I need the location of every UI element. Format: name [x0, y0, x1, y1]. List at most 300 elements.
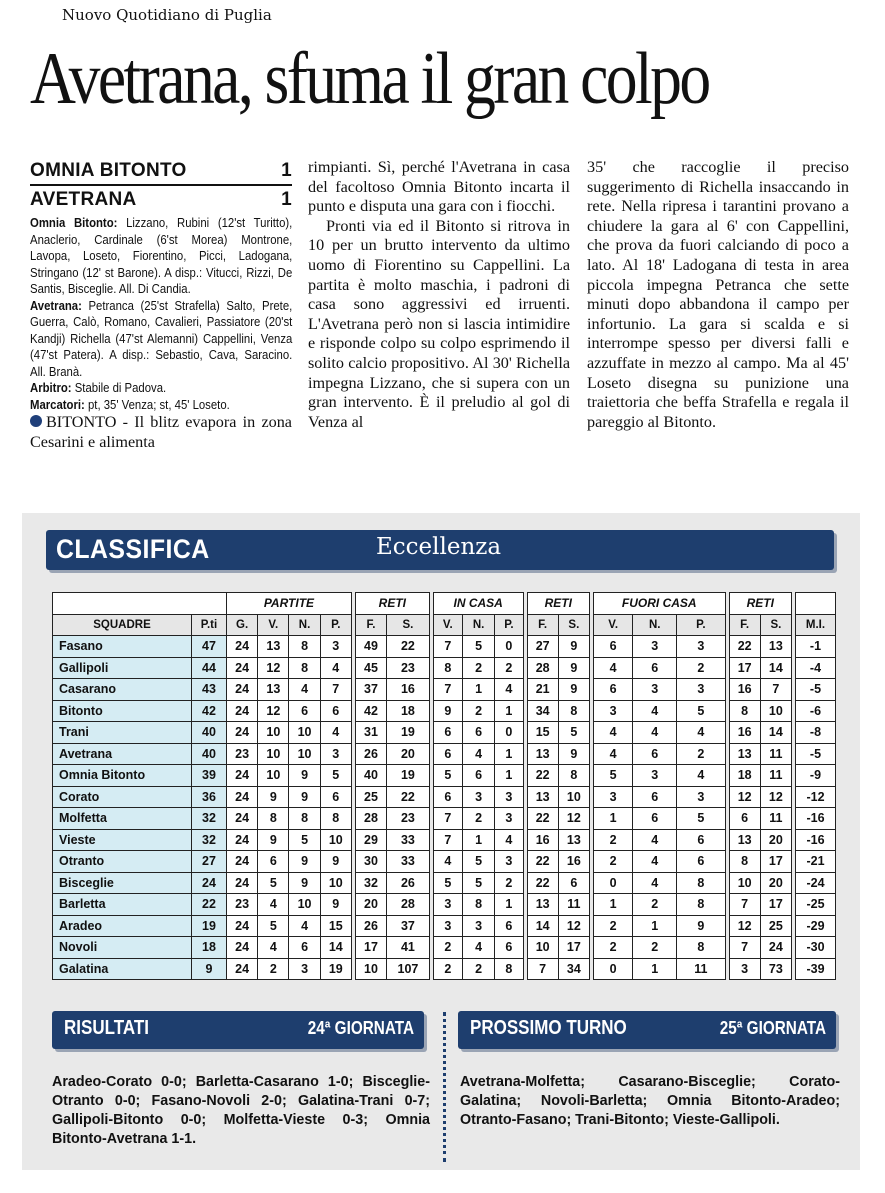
stat-cell: 2: [593, 851, 632, 873]
stat-cell: 24: [227, 808, 258, 830]
stat-cell: 17: [729, 657, 760, 679]
stat-cell: 1: [462, 829, 494, 851]
stat-cell: 9: [433, 700, 462, 722]
stat-cell: 6: [433, 743, 462, 765]
stat-cell: 40: [355, 765, 386, 787]
group-header: IN CASA: [433, 593, 523, 615]
stat-cell: 2: [593, 915, 632, 937]
stat-cell: 9: [289, 786, 320, 808]
stat-cell: 20: [760, 872, 791, 894]
stat-cell: 24: [760, 937, 791, 959]
column-header: S.: [760, 614, 791, 636]
stat-cell: 4: [633, 829, 677, 851]
stat-cell: 42: [355, 700, 386, 722]
risultati-banner: [52, 1011, 424, 1049]
stat-cell: 11: [677, 958, 725, 980]
stat-cell: -5: [795, 743, 835, 765]
stat-cell: -16: [795, 808, 835, 830]
stat-cell: 9: [289, 765, 320, 787]
stat-cell: -12: [795, 786, 835, 808]
stat-cell: -4: [795, 657, 835, 679]
stat-cell: 1: [495, 700, 523, 722]
column-header: F.: [729, 614, 760, 636]
stat-cell: 9: [289, 872, 320, 894]
stat-cell: 5: [677, 808, 725, 830]
stat-cell: 7: [433, 808, 462, 830]
stat-cell: 4: [462, 937, 494, 959]
column-header: SQUADRE: [53, 614, 192, 636]
stat-cell: 12: [258, 700, 289, 722]
stat-cell: 13: [258, 636, 289, 658]
column-header: P.: [495, 614, 523, 636]
stat-cell: 8: [258, 808, 289, 830]
stat-cell: 6: [633, 743, 677, 765]
stat-cell: 2: [462, 657, 494, 679]
stat-cell: 13: [760, 636, 791, 658]
stat-cell: 5: [462, 851, 494, 873]
stat-cell: 12: [729, 786, 760, 808]
team-points: 18: [192, 937, 227, 959]
stat-cell: 4: [677, 722, 725, 744]
team-points: 27: [192, 851, 227, 873]
stat-cell: 23: [387, 657, 430, 679]
team-points: 36: [192, 786, 227, 808]
stat-cell: 12: [258, 657, 289, 679]
stat-cell: 9: [320, 851, 351, 873]
stat-cell: 0: [593, 872, 632, 894]
column-header: P.ti: [192, 614, 227, 636]
table-row: [53, 851, 836, 873]
lineup-away: Avetrana: Petranca (25'st Strafella) Salto, Prete, Guerra, Calò, Romano, Cavalieri, Passiatore (20'st Kandji) Richella (47'st Alemanni) Cappellini, Venza (47'st Patera). A disp.: Sebastio, Cava, Saracino. All. Branà.: [30, 297, 293, 379]
article-column-2: [308, 158, 570, 432]
stat-cell: 5: [593, 765, 632, 787]
stat-cell: 9: [320, 894, 351, 916]
stat-cell: 1: [633, 958, 677, 980]
stat-cell: 1: [462, 679, 494, 701]
stat-cell: 31: [355, 722, 386, 744]
team-points: 24: [192, 872, 227, 894]
stat-cell: 19: [320, 958, 351, 980]
stat-cell: 14: [760, 657, 791, 679]
stat-cell: 2: [495, 872, 523, 894]
column-header: F.: [527, 614, 558, 636]
stat-cell: 20: [760, 829, 791, 851]
team-name: Casarano: [53, 679, 192, 701]
risultati-title: RISULTATI: [64, 1017, 149, 1039]
stat-cell: 25: [760, 915, 791, 937]
stat-cell: 6: [289, 937, 320, 959]
stat-cell: 1: [633, 915, 677, 937]
table-row: [53, 657, 836, 679]
stat-cell: 14: [527, 915, 558, 937]
stat-cell: 24: [227, 786, 258, 808]
stat-cell: 23: [387, 808, 430, 830]
table-row: [53, 915, 836, 937]
stat-cell: 107: [387, 958, 430, 980]
stat-cell: 6: [729, 808, 760, 830]
stat-cell: 3: [495, 851, 523, 873]
team-name: Avetrana: [53, 743, 192, 765]
stat-cell: 13: [527, 743, 558, 765]
stat-cell: 6: [433, 722, 462, 744]
stat-cell: 12: [558, 808, 589, 830]
team-points: 19: [192, 915, 227, 937]
stat-cell: 1: [495, 765, 523, 787]
stat-cell: 22: [527, 851, 558, 873]
stat-cell: 8: [462, 894, 494, 916]
stat-cell: 8: [289, 808, 320, 830]
stat-cell: 7: [729, 894, 760, 916]
stat-cell: 13: [729, 743, 760, 765]
stat-cell: 28: [387, 894, 430, 916]
stat-cell: 2: [677, 657, 725, 679]
team-points: 43: [192, 679, 227, 701]
stat-cell: 3: [289, 958, 320, 980]
table-row: [53, 636, 836, 658]
stat-cell: 45: [355, 657, 386, 679]
stat-cell: 8: [677, 894, 725, 916]
team-points: 47: [192, 636, 227, 658]
stat-cell: 25: [355, 786, 386, 808]
stat-cell: 24: [227, 937, 258, 959]
stat-cell: 4: [495, 829, 523, 851]
stat-cell: 11: [760, 808, 791, 830]
stat-cell: 6: [633, 786, 677, 808]
stat-cell: 26: [355, 915, 386, 937]
stat-cell: 4: [258, 937, 289, 959]
stat-cell: 0: [495, 722, 523, 744]
league-name: Eccellenza: [376, 534, 502, 560]
stat-cell: 5: [289, 829, 320, 851]
stat-cell: 3: [320, 743, 351, 765]
stat-cell: 2: [495, 657, 523, 679]
stat-cell: 10: [289, 722, 320, 744]
stat-cell: 12: [729, 915, 760, 937]
prossimo-turno-banner: [458, 1011, 836, 1049]
stat-cell: 2: [462, 958, 494, 980]
stat-cell: 11: [558, 894, 589, 916]
column-header: N.: [633, 614, 677, 636]
stat-cell: 13: [729, 829, 760, 851]
stat-cell: 9: [558, 657, 589, 679]
stat-cell: 17: [558, 937, 589, 959]
group-header: FUORI CASA: [593, 593, 725, 615]
group-header-empty: [795, 593, 835, 615]
team-name: Vieste: [53, 829, 192, 851]
stat-cell: -6: [795, 700, 835, 722]
team-points: 22: [192, 894, 227, 916]
stat-cell: 3: [320, 636, 351, 658]
stat-cell: 17: [760, 851, 791, 873]
stat-cell: 3: [633, 765, 677, 787]
stat-cell: -39: [795, 958, 835, 980]
stat-cell: 22: [527, 872, 558, 894]
stat-cell: 37: [387, 915, 430, 937]
stat-cell: 4: [320, 657, 351, 679]
table-row: [53, 808, 836, 830]
stat-cell: 22: [527, 765, 558, 787]
stat-cell: 10: [320, 872, 351, 894]
team-name: Corato: [53, 786, 192, 808]
stat-cell: 18: [729, 765, 760, 787]
column-header: F.: [355, 614, 386, 636]
team-name: Molfetta: [53, 808, 192, 830]
stat-cell: 2: [633, 937, 677, 959]
prossimo-turno-text: Avetrana-Molfetta; Casarano-Bisceglie; Corato-Galatina; Novoli-Barletta; Omnia Bitonto-Aradeo; Otranto-Fasano; Trani-Bitonto; Vieste-Gallipoli.: [460, 1074, 840, 1128]
stat-cell: 16: [527, 829, 558, 851]
scoreline-away: [30, 189, 292, 211]
stat-cell: 13: [527, 786, 558, 808]
column-header: S.: [558, 614, 589, 636]
stat-cell: 3: [677, 636, 725, 658]
stat-cell: 7: [527, 958, 558, 980]
stat-cell: 5: [258, 915, 289, 937]
stat-cell: 24: [227, 958, 258, 980]
stat-cell: 3: [433, 894, 462, 916]
stat-cell: 10: [760, 700, 791, 722]
group-header: RETI: [729, 593, 791, 615]
stat-cell: 10: [729, 872, 760, 894]
match-details: [30, 215, 292, 413]
column-header-row: [53, 614, 836, 636]
stat-cell: 6: [289, 700, 320, 722]
stat-cell: 4: [289, 679, 320, 701]
group-header: RETI: [355, 593, 429, 615]
stat-cell: 0: [495, 636, 523, 658]
stat-cell: 22: [729, 636, 760, 658]
stat-cell: 5: [320, 765, 351, 787]
stat-cell: 24: [227, 636, 258, 658]
table-row: [53, 786, 836, 808]
stat-cell: 6: [677, 851, 725, 873]
stat-cell: 7: [433, 829, 462, 851]
stat-cell: 3: [433, 915, 462, 937]
article-column-1: [30, 160, 292, 452]
stat-cell: 24: [227, 829, 258, 851]
stat-cell: 30: [355, 851, 386, 873]
stat-cell: 6: [633, 657, 677, 679]
stat-cell: 8: [558, 700, 589, 722]
stat-cell: 6: [462, 765, 494, 787]
stat-cell: 1: [593, 808, 632, 830]
stat-cell: 9: [677, 915, 725, 937]
stat-cell: 1: [495, 743, 523, 765]
stat-cell: -29: [795, 915, 835, 937]
stat-cell: 24: [227, 679, 258, 701]
stat-cell: 10: [355, 958, 386, 980]
stat-cell: 34: [558, 958, 589, 980]
stat-cell: 7: [433, 679, 462, 701]
column-header: M.I.: [795, 614, 835, 636]
stat-cell: 33: [387, 829, 430, 851]
standings-table: [52, 592, 836, 980]
stat-cell: 16: [729, 679, 760, 701]
dotted-separator: [443, 1012, 446, 1162]
stat-cell: 24: [227, 765, 258, 787]
team-name: Novoli: [53, 937, 192, 959]
stat-cell: 4: [320, 722, 351, 744]
stat-cell: 9: [558, 636, 589, 658]
standings-body: [53, 636, 836, 980]
stat-cell: 29: [355, 829, 386, 851]
stat-cell: 49: [355, 636, 386, 658]
stat-cell: 14: [760, 722, 791, 744]
stat-cell: 6: [495, 915, 523, 937]
stat-cell: 24: [227, 851, 258, 873]
table-row: [53, 722, 836, 744]
stat-cell: -1: [795, 636, 835, 658]
stat-cell: 4: [495, 679, 523, 701]
stat-cell: 2: [593, 937, 632, 959]
stat-cell: 8: [495, 958, 523, 980]
stat-cell: 14: [320, 937, 351, 959]
stat-cell: 24: [227, 700, 258, 722]
team-name: Bisceglie: [53, 872, 192, 894]
stat-cell: 11: [760, 765, 791, 787]
scorers: Marcatori: pt, 35' Venza; st, 45' Loseto.: [30, 396, 230, 412]
stat-cell: 8: [729, 700, 760, 722]
stat-cell: 10: [558, 786, 589, 808]
stat-cell: 17: [355, 937, 386, 959]
column-header: P.: [320, 614, 351, 636]
stat-cell: 7: [433, 636, 462, 658]
stat-cell: 2: [677, 743, 725, 765]
stat-cell: 19: [387, 765, 430, 787]
stat-cell: 3: [495, 808, 523, 830]
stat-cell: 28: [355, 808, 386, 830]
stat-cell: 3: [495, 786, 523, 808]
stat-cell: 4: [593, 657, 632, 679]
stat-cell: 0: [593, 958, 632, 980]
stat-cell: 6: [593, 679, 632, 701]
table-row: [53, 765, 836, 787]
stat-cell: 16: [387, 679, 430, 701]
column-header: G.: [227, 614, 258, 636]
stat-cell: 32: [355, 872, 386, 894]
stat-cell: 22: [387, 636, 430, 658]
stat-cell: 9: [558, 679, 589, 701]
stat-cell: 2: [462, 700, 494, 722]
stat-cell: 3: [677, 679, 725, 701]
stat-cell: 4: [593, 722, 632, 744]
stat-cell: 3: [593, 700, 632, 722]
stat-cell: 2: [593, 829, 632, 851]
stat-cell: 2: [633, 894, 677, 916]
stat-cell: 6: [633, 808, 677, 830]
stat-cell: 10: [258, 765, 289, 787]
stat-cell: 6: [320, 700, 351, 722]
stat-cell: 15: [320, 915, 351, 937]
team-name: Galatina: [53, 958, 192, 980]
stat-cell: 4: [258, 894, 289, 916]
group-header: RETI: [527, 593, 589, 615]
home-score: 1: [281, 160, 292, 181]
team-points: 42: [192, 700, 227, 722]
stat-cell: 10: [289, 743, 320, 765]
stat-cell: 3: [729, 958, 760, 980]
stat-cell: 73: [760, 958, 791, 980]
stat-cell: 21: [527, 679, 558, 701]
stat-cell: -21: [795, 851, 835, 873]
stat-cell: 5: [258, 872, 289, 894]
stat-cell: 4: [633, 722, 677, 744]
group-header: PARTITE: [227, 593, 352, 615]
stat-cell: 1: [495, 894, 523, 916]
table-row: [53, 937, 836, 959]
stat-cell: 5: [558, 722, 589, 744]
team-name: Gallipoli: [53, 657, 192, 679]
stat-cell: 10: [258, 722, 289, 744]
stat-cell: -5: [795, 679, 835, 701]
table-row: [53, 829, 836, 851]
away-team: AVETRANA: [30, 189, 137, 210]
stat-cell: 4: [633, 872, 677, 894]
team-name: Barletta: [53, 894, 192, 916]
stat-cell: 5: [433, 872, 462, 894]
table-row: [53, 700, 836, 722]
stat-cell: 5: [433, 765, 462, 787]
column-header: P.: [677, 614, 725, 636]
stat-cell: 15: [527, 722, 558, 744]
stat-cell: 34: [527, 700, 558, 722]
stat-cell: 4: [593, 743, 632, 765]
stat-cell: 5: [462, 872, 494, 894]
classifica-banner: [46, 530, 834, 570]
stat-cell: 7: [729, 937, 760, 959]
team-name: Omnia Bitonto: [53, 765, 192, 787]
stat-cell: 24: [227, 915, 258, 937]
table-row: [53, 894, 836, 916]
stat-cell: 9: [289, 851, 320, 873]
stat-cell: 4: [289, 915, 320, 937]
referee: Arbitro: Stabile di Padova.: [30, 380, 167, 395]
stat-cell: 9: [258, 829, 289, 851]
stat-cell: 11: [760, 743, 791, 765]
team-points: 9: [192, 958, 227, 980]
stat-cell: 4: [633, 700, 677, 722]
article-lead: BITONTO - Il blitz evapora in zona Cesarini e alimenta: [30, 413, 292, 451]
stat-cell: 6: [320, 786, 351, 808]
stat-cell: 8: [677, 937, 725, 959]
stat-cell: 13: [558, 829, 589, 851]
table-row: [53, 958, 836, 980]
lineup-home: Omnia Bitonto: Lizzano, Rubini (12'st Turitto), Anaclerio, Cardinale (6'st Morea) Montrone, Lavopa, Loseto, Fiorentino, Picci, Ladogana, Stringano (12' st Barone). A disp.: Vitucci, Rizzi, De Santis, Bisceglie. All. Di Candia.: [30, 215, 293, 296]
stat-cell: 33: [387, 851, 430, 873]
stat-cell: 12: [760, 786, 791, 808]
stat-cell: 8: [289, 657, 320, 679]
team-name: Bitonto: [53, 700, 192, 722]
stat-cell: 16: [558, 851, 589, 873]
stat-cell: 6: [593, 636, 632, 658]
stat-cell: 23: [227, 743, 258, 765]
stat-cell: 3: [677, 786, 725, 808]
article-paragraph: 35' che raccoglie il preciso suggerimento di Richella insaccando in rete. Nella ripresa i tarantini provano a chiudere la gara al 6' con Cappellini, che prova da fuori calciando di poco a lato. Al 18' Ladogana di testa in area piccola impegna Petranca che sette minuti dopo abbandona il campo per infortunio. La gara si scalda e si interrompe spesso per diversi falli e azzuffate in mezzo al campo. Ma al 45' Loseto disegna su punizione una traiettoria che beffa Strafella e regala il pareggio al Bitonto.: [587, 158, 849, 431]
stat-cell: 20: [355, 894, 386, 916]
stat-cell: 24: [227, 722, 258, 744]
team-name: Otranto: [53, 851, 192, 873]
away-score: 1: [281, 189, 292, 210]
article-paragraph: rimpianti. Sì, perché l'Avetrana in casa del facoltoso Omnia Bitonto incarta il punto e disputa una gara con i fiocchi.: [308, 158, 570, 216]
team-name: Aradeo: [53, 915, 192, 937]
team-points: 44: [192, 657, 227, 679]
stat-cell: 2: [462, 808, 494, 830]
scoreline-home: [30, 160, 292, 186]
stat-cell: -24: [795, 872, 835, 894]
stat-cell: 24: [227, 872, 258, 894]
stat-cell: 6: [433, 786, 462, 808]
stat-cell: 2: [258, 958, 289, 980]
team-points: 32: [192, 808, 227, 830]
